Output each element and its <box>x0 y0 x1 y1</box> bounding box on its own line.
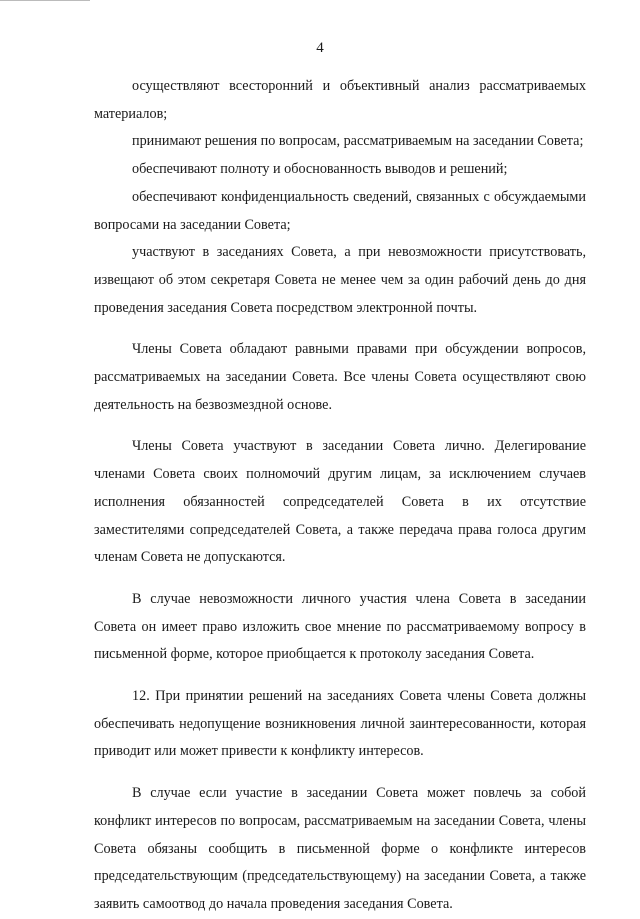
paragraph-analysis: осуществляют всесторонний и объективный анализ рассматриваемых материалов; <box>94 78 586 122</box>
paragraph-written-opinion: В случае невозможности личного участия члена Совета в заседании Совета он имеет право изложить свое мнение по рассматриваемому вопросу в письменной форме, которое приобщается к протоколу заседания Совета. <box>94 590 586 663</box>
paragraph-equal-rights: Члены Совета обладают равными правами при обсуждении вопросов, рассматриваемых на заседании Совета. Все члены Совета осуществляют свою деятельность на безвозмездной основе. <box>94 341 586 413</box>
paragraph-decisions: принимают решения по вопросам, рассматриваемым на заседании Совета; <box>132 133 584 150</box>
scan-artifact <box>0 0 90 3</box>
paragraph-conflict-of-interest: В случае если участие в заседании Совета может повлечь за собой конфликт интересов по вопросам, рассматриваемым на заседании Совета, члены Совета обязаны сообщить в письменной форме о конфликте интересов председательствующим (председательствующему) на заседании Совета, а также заявить самоотвод до начала проведения заседания Совета. <box>94 785 586 912</box>
page-number: 4 <box>316 40 324 56</box>
paragraph-participation: участвуют в заседаниях Совета, а при невозможности присутствовать, извещают об этом секретаря Совета не менее чем за один рабочий день до дня проведения заседания Совета посредством электронной почты. <box>94 244 586 316</box>
paragraph-personal-participation: Члены Совета участвуют в заседании Совета лично. Делегирование членами Совета своих полномочий другим лицам, за исключением случаев исполнения обязанностей сопредседателей Совета в их отсутствие заместителями сопредседателей Совета, а также передача права голоса другим членам Совета не допускаются. <box>94 438 586 566</box>
paragraph-completeness: обеспечивают полноту и обоснованность выводов и решений; <box>132 161 508 178</box>
paragraph-item-12: 12. При принятии решений на заседаниях Совета члены Совета должны обеспечивать недопущение возникновения личной заинтересованности, которая приводит или может привести к конфликту интересов. <box>94 688 586 760</box>
paragraph-confidentiality: обеспечивают конфиденциальность сведений, связанных с обсуждаемыми вопросами на заседании Совета; <box>94 188 586 233</box>
document-body <box>94 73 586 919</box>
